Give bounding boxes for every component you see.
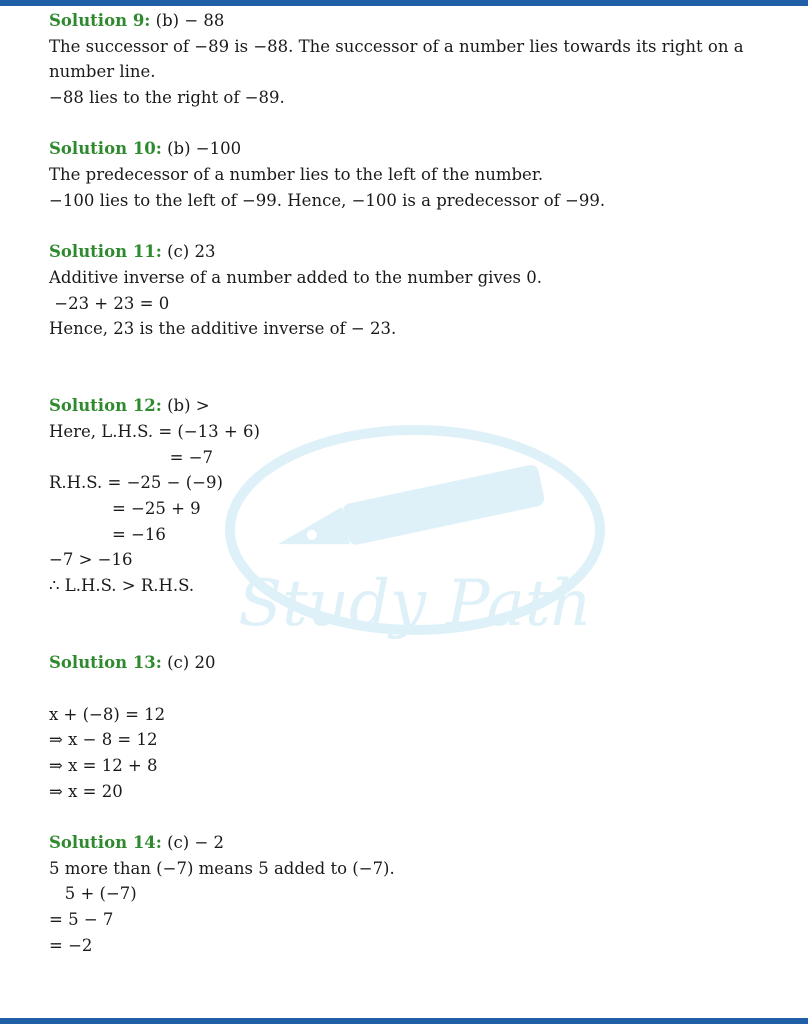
solution-11-answer: (c) 23 [161,242,216,262]
top-border-bar [0,0,808,6]
solution-13-line-4: ⇒ x = 12 + 8 [49,755,158,775]
solution-12-line-4: = −25 + 9 [49,499,201,519]
solution-12-line-2: = −7 [49,447,214,467]
solution-9-line-3: −88 lies to the right of −89. [49,88,285,108]
solution-10-label: Solution 10: [49,139,162,159]
solution-11-label: Solution 11: [49,242,162,262]
solution-9-line-1: The successor of −89 is −88. The successor of a number lies towards its right on a [49,36,744,56]
solution-13-answer: (c) 20 [161,653,216,673]
solution-9-answer: (b) − 88 [150,11,225,30]
solution-14-label: Solution 14: [49,833,162,853]
solution-9-label: Solution 9: [49,11,151,30]
solution-10-line-2: −100 lies to the left of −99. Hence, −100 is a predecessor of −99. [49,190,606,210]
solution-9-line-2: number line. [49,62,156,82]
bottom-border-bar [0,1018,808,1024]
solution-13-line-5: ⇒ x = 20 [49,781,123,801]
solution-14-answer: (c) − 2 [161,833,225,853]
solutions-document [49,8,789,958]
solution-13-line-2: x + (−8) = 12 [49,704,166,724]
solution-11-line-3: Hence, 23 is the additive inverse of − 23. [49,319,397,339]
solution-12-line-6: −7 > −16 [49,550,133,570]
solution-13-line-3: ⇒ x − 8 = 12 [49,730,158,750]
solution-14-line-4: = −2 [49,935,93,955]
solution-12-line-5: = −16 [49,524,166,544]
solution-12-line-1: Here, L.H.S. = (−13 + 6) [49,422,260,442]
solution-13-label: Solution 13: [49,653,162,673]
solution-11-line-1: Additive inverse of a number added to the number gives 0. [49,267,542,287]
solution-12-line-3: R.H.S. = −25 − (−9) [49,473,223,493]
solution-12-label: Solution 12: [49,396,162,416]
solution-14-line-2: 5 + (−7) [49,884,137,904]
solution-11-line-2: −23 + 23 = 0 [49,293,170,313]
solution-13 [49,650,789,804]
solution-12-answer: (b) > [161,396,210,416]
solution-14-line-3: = 5 − 7 [49,910,114,930]
solution-14 [49,830,789,958]
solution-10-line-1: The predecessor of a number lies to the left of the number. [49,165,544,185]
solution-9 [49,8,789,111]
solution-10 [49,136,789,213]
solution-10-answer: (b) −100 [161,139,242,159]
solution-12-line-7: ∴ L.H.S. > R.H.S. [49,576,195,596]
solution-14-line-1: 5 more than (−7) means 5 added to (−7). [49,858,395,878]
solution-12 [49,393,789,599]
svg-text:Study Path: Study Path [238,567,592,641]
solution-13-line-1 [49,676,789,702]
solution-11 [49,239,789,342]
